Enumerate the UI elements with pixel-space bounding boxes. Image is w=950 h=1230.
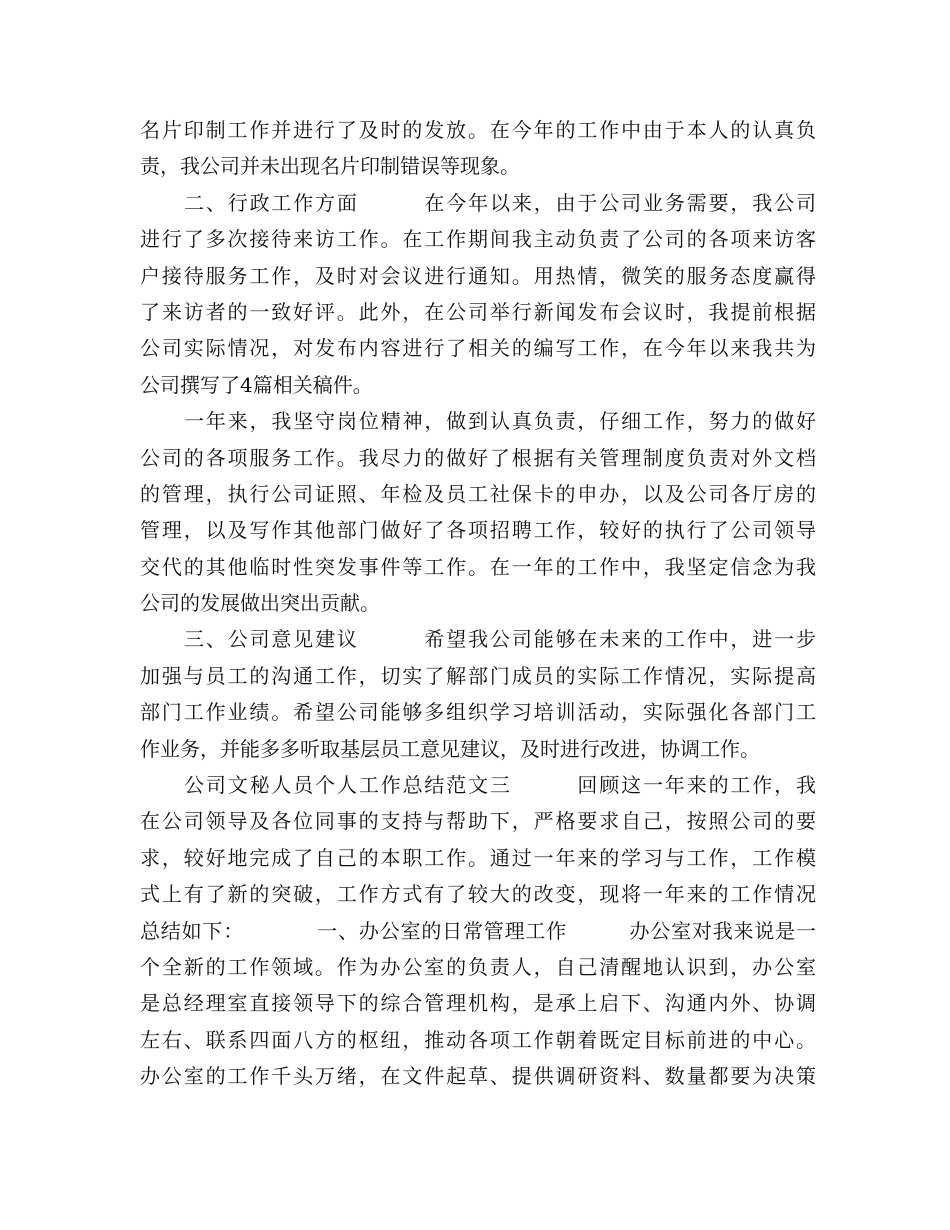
text-line: 公司撰写了4篇相关稿件。 xyxy=(140,372,373,397)
text-line: 公司的发展做出突出贡献。 xyxy=(140,591,380,616)
text-line: 交代的其他临时性突发事件等工作。在一年的工作中，我坚定信念为我 xyxy=(140,554,816,579)
text-line: 公司的各项服务工作。我尽力的做好了根据有关管理制度负责对外文档 xyxy=(140,445,816,470)
text-line: 求，较好地完成了自己的本职工作。通过一年来的学习与工作，工作模 xyxy=(140,845,816,870)
text-line: 是总经理室直接领导下的综合管理机构，是承上启下、沟通内外、协调 xyxy=(140,991,816,1016)
text-line: 作业务，并能多多听取基层员工意见建议，及时进行改进，协调工作。 xyxy=(140,736,760,761)
text-line: 总结如下： 一、办公室的日常管理工作 办公室对我来说是一 xyxy=(140,918,816,943)
text-line: 个全新的工作领域。作为办公室的负责人，自己清醒地认识到，办公室 xyxy=(140,954,816,979)
text-line: 一年来，我坚守岗位精神，做到认真负责，仔细工作，努力的做好 xyxy=(184,409,816,434)
text-line: 式上有了新的突破，工作方式有了较大的改变，现将一年来的工作情况 xyxy=(140,882,816,907)
text-line: 管理，以及写作其他部门做好了各项招聘工作，较好的执行了公司领导 xyxy=(140,518,816,543)
text-line: 名片印制工作并进行了及时的发放。在今年的工作中由于本人的认真负 xyxy=(140,118,816,142)
text-line: 责，我公司并未出现名片印制错误等现象。 xyxy=(140,154,520,179)
text-line: 公司文秘人员个人工作总结范文三 回顾这一年来的工作，我 xyxy=(184,773,816,798)
text-line: 办公室的工作千头万绪，在文件起草、提供调研资料、数量都要为决策 xyxy=(140,1064,816,1089)
text-line: 加强与员工的沟通工作，切实了解部门成员的实际工作情况，实际提高 xyxy=(140,663,816,688)
text-line: 公司实际情况，对发布内容进行了相关的编写工作，在今年以来我共为 xyxy=(140,336,816,361)
document-body xyxy=(140,112,816,1095)
text-line: 了来访者的一致好评。此外，在公司举行新闻发布会议时，我提前根据 xyxy=(140,299,816,324)
text-line: 在公司领导及各位同事的支持与帮助下，严格要求自己，按照公司的要 xyxy=(140,809,816,834)
text-line: 二、行政工作方面 在今年以来，由于公司业务需要，我公司 xyxy=(184,190,816,215)
text-line: 进行了多次接待来访工作。在工作期间我主动负责了公司的各项来访客 xyxy=(140,227,816,252)
text-line: 部门工作业绩。希望公司能够多组织学习培训活动，实际强化各部门工 xyxy=(140,700,816,725)
text-line: 三、公司意见建议 希望我公司能够在未来的工作中，进一步 xyxy=(184,627,816,652)
text-line: 的管理，执行公司证照、年检及员工社保卡的申办，以及公司各厅房的 xyxy=(140,481,816,506)
text-line: 左右、联系四面八方的枢纽，推动各项工作朝着既定目标前进的中心。 xyxy=(140,1027,816,1052)
text-line: 户接待服务工作，及时对会议进行通知。用热情，微笑的服务态度赢得 xyxy=(140,263,816,288)
